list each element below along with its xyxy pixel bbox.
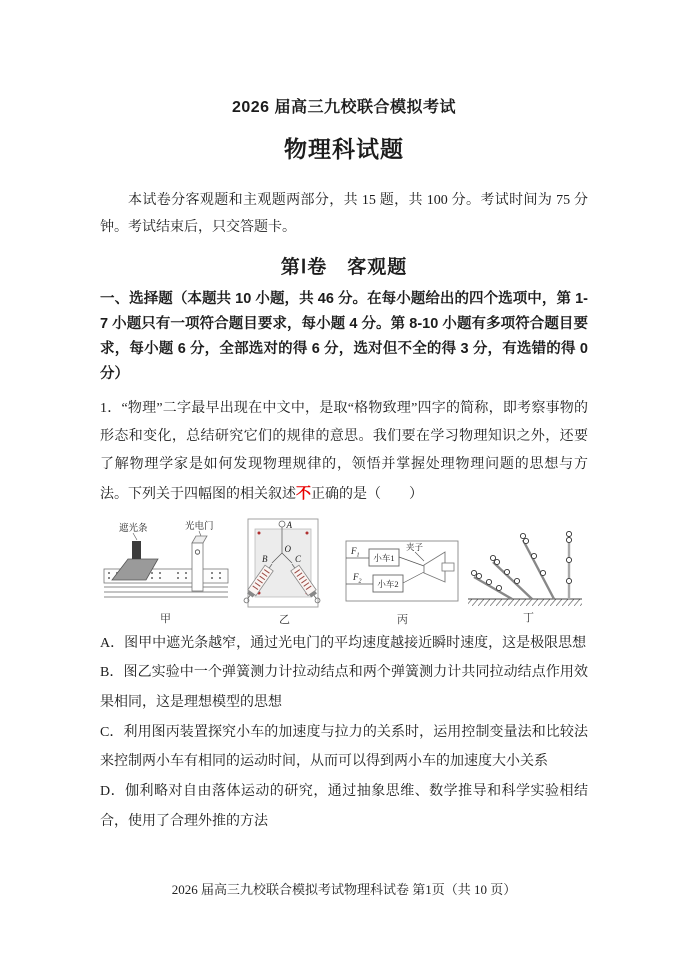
figure-bing-caption: 丙 [397, 613, 408, 626]
page-footer: 2026 届高三九校联合模拟考试物理科试卷 第1页（共 10 页） [171, 882, 517, 897]
anchor-ring [279, 521, 285, 527]
ramp-medium [493, 562, 532, 599]
point-c-label: C [295, 553, 302, 564]
option-b [100, 658, 588, 717]
option-a-label: A． [100, 635, 125, 651]
option-c [100, 718, 588, 777]
page-content [100, 94, 588, 836]
shutter-strip-label: 遮光条 [119, 523, 148, 534]
figures-row [100, 513, 588, 627]
options-list [100, 629, 588, 837]
exam-title: 2026 届高三九校联合模拟考试 [231, 99, 457, 116]
question-1-red-char: 不 [296, 485, 312, 502]
section-instructions: 一、选择题（本题共 10 小题，共 46 分。在每小题给出的四个选项中，第 1-7 小题只有一项符合题目要求，每小题 4 分。第 8-10 小题有多项符合题目要求，每小题 6 分，全部选对的得 6 分，选对但不全的得 3 分，有选错的得 0 分） [100, 290, 588, 382]
clamp-label: 夹子 [406, 541, 424, 552]
photogate-label: 光电门 [185, 521, 214, 532]
figure-jia-photogate-track [100, 519, 232, 627]
exam-intro: 本试卷分客观题和主观题两部分，共 15 题，共 100 分。考试时间为 75 分钟。考试结束后，只交答题卡。 [100, 193, 588, 235]
point-b-label: B [262, 553, 268, 564]
subject-title: 物理科试题 [284, 136, 404, 162]
question-1-body: 1．“物理”二字最早出现在中文中，是取“格物致理”四字的简称，即考察事物的形态和变化，总结研究它们的规律的意思。我们要在学习物理知识之外，还要了解物理学家是如何发现物理规律的，领悟并掌握处理物理问题的思想与方法。下列关于四幅图的相关叙述 [100, 400, 588, 502]
figure-yi-caption: 乙 [279, 613, 290, 626]
figure-ding-galileo-ramps [466, 515, 588, 627]
figure-yi-force-board [236, 513, 340, 627]
ground-hatching [468, 599, 582, 606]
option-a [100, 629, 588, 659]
figure-jia-caption: 甲 [160, 612, 171, 625]
cart-1-label: 小车1 [373, 552, 395, 563]
clamp-handle [442, 563, 454, 571]
question-1-tail: 正确的是（ ） [311, 486, 424, 502]
force-f2-label: $F_2$ [353, 571, 362, 584]
point-a-label: A [286, 519, 292, 530]
option-d-label: D． [100, 783, 126, 799]
ramp-steep [523, 540, 554, 599]
figure-bing-two-carts [344, 533, 462, 627]
figure-ding-caption: 丁 [523, 611, 534, 624]
photogate-top [192, 536, 207, 543]
option-d-text: 伽利略对自由落体运动的研究，通过抽象思维、数学推导和科学实验相结合，使用了合理外推的方法 [100, 783, 588, 829]
question-1-text [100, 395, 588, 509]
photogate-sensor [195, 549, 199, 553]
rolling-balls [471, 531, 571, 590]
option-a-text: 图甲中遮光条越窄，通过光电门的平均速度越接近瞬时速度，这是极限思想 [124, 635, 587, 651]
option-d [100, 777, 588, 836]
shutter-strip [132, 541, 141, 559]
force-f1-label: $F_1$ [351, 545, 360, 558]
cart-2-label: 小车2 [377, 578, 399, 589]
option-c-label: C． [100, 724, 124, 740]
option-b-label: B． [100, 665, 124, 681]
section-title: 第Ⅰ卷 客观题 [280, 256, 408, 278]
ramp-shallow [474, 577, 512, 599]
option-b-text: 图乙实验中一个弹簧测力计拉动结点和两个弹簧测力计共同拉动结点作用效果相同，这是理想模型的思想 [100, 665, 588, 710]
point-o-label: O [284, 543, 291, 554]
option-c-text: 利用图丙装置探究小车的加速度与拉力的关系时，运用控制变量法和比较法来控制两小车有相同的运动时间，从而可以得到两小车的加速度大小关系 [100, 724, 588, 770]
